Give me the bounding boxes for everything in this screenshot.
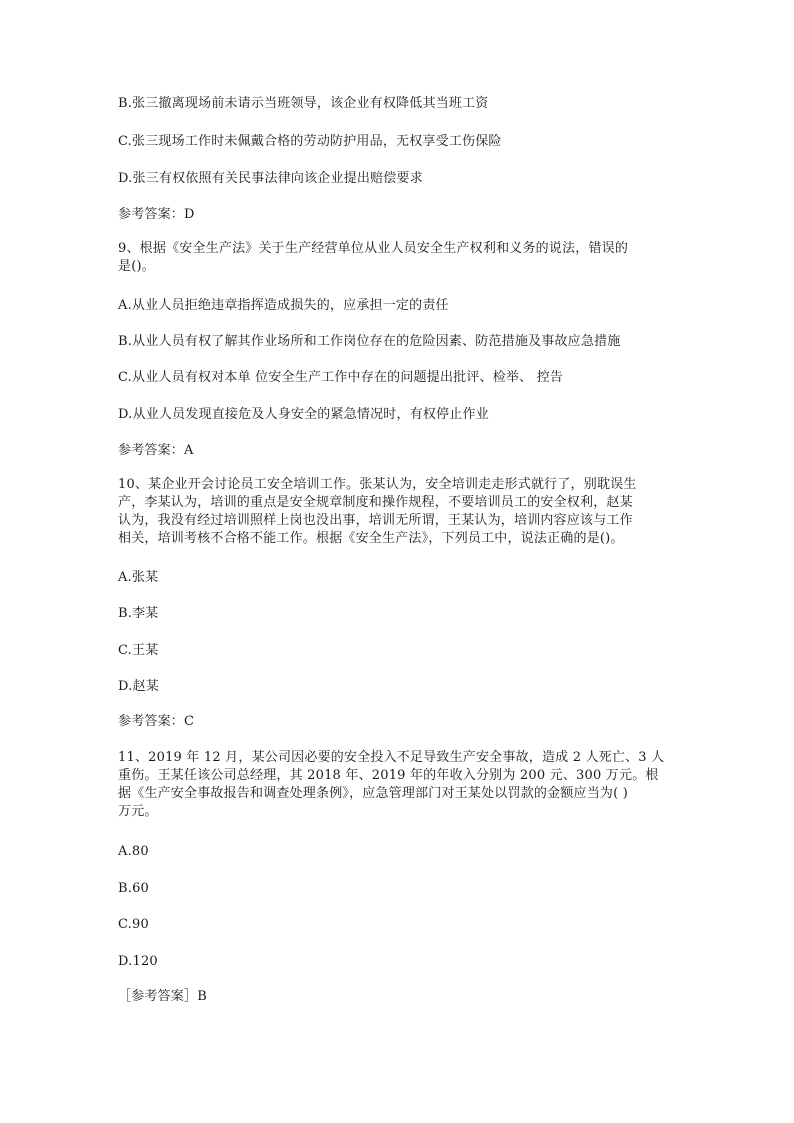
q10-answer: 参考答案：C xyxy=(118,714,195,729)
q9-stem-line: 9、根据《安全生产法》关于生产经营单位从业人员安全生产权利和义务的说法，错误的 xyxy=(118,241,629,256)
q9-option-a: A.从业人员拒绝违章指挥造成损失的，应承担一定的责任 xyxy=(118,298,449,313)
q9-stem xyxy=(118,240,678,276)
q11-stem-line: 据《生产安全事故报告和调查处理条例》，应急管理部门对王某处以罚款的金额应当为( ) xyxy=(118,786,628,801)
q10-stem-line: 产，李某认为，培训的重点是安全规章制度和操作规程，不要培训员工的安全权利，赵某 xyxy=(118,495,633,510)
q8-option-c: C.张三现场工作时未佩戴合格的劳动防护用品，无权享受工伤保险 xyxy=(118,134,502,149)
q11-option-c: C.90 xyxy=(118,917,149,932)
q8-option-b: B.张三撤离现场前未请示当班领导，该企业有权降低其当班工资 xyxy=(118,96,489,111)
q9-stem-line: 是()。 xyxy=(118,259,155,274)
q11-stem xyxy=(118,749,678,821)
q9-option-d: D.从业人员发现直接危及人身安全的紧急情况时，有权停止作业 xyxy=(118,407,489,422)
q11-stem-line: 重伤。王某任该公司总经理，其 2018 年、2019 年的年收入分别为 200 元、300 万元。根 xyxy=(118,768,659,783)
q9-answer: 参考答案：A xyxy=(118,443,194,458)
q9-option-c: C.从业人员有权对本单 位安全生产工作中存在的问题提出批评、检举、 控告 xyxy=(118,370,564,385)
q10-stem-line: 认为，我没有经过培训照样上岗也没出事，培训无所谓，王某认为，培训内容应该与工作 xyxy=(118,513,633,528)
q11-stem-line: 万元。 xyxy=(118,804,158,819)
q8-answer: 参考答案：D xyxy=(118,207,195,222)
q9-option-b: B.从业人员有权了解其作业场所和工作岗位存在的危险因素、防范措施及事故应急措施 xyxy=(118,334,621,349)
q10-option-a: A.张某 xyxy=(118,570,159,585)
q10-stem-line: 相关，培训考核不合格不能工作。根据《安全生产法》，下列员工中，说法正确的是()。 xyxy=(118,531,624,546)
q10-stem-line: 10、某企业开会讨论员工安全培训工作。张某认为，安全培训走走形式就行了，别耽误生 xyxy=(118,477,637,492)
q11-option-a: A.80 xyxy=(118,844,149,859)
q10-option-d: D.赵某 xyxy=(118,679,159,694)
q10-option-b: B.李某 xyxy=(118,606,159,621)
q10-option-c: C.王某 xyxy=(118,643,159,658)
q11-answer: ［参考答案］B xyxy=(118,989,207,1004)
q11-option-b: B.60 xyxy=(118,881,150,896)
q8-option-d: D.张三有权依照有关民事法律向该企业提出赔偿要求 xyxy=(118,171,423,186)
q11-option-d: D.120 xyxy=(118,954,158,969)
q11-stem-line: 11、2019 年 12 月，某公司因必要的安全投入不足导致生产安全事故，造成 2 人死亡、3 人 xyxy=(118,750,665,765)
q10-stem xyxy=(118,476,678,548)
